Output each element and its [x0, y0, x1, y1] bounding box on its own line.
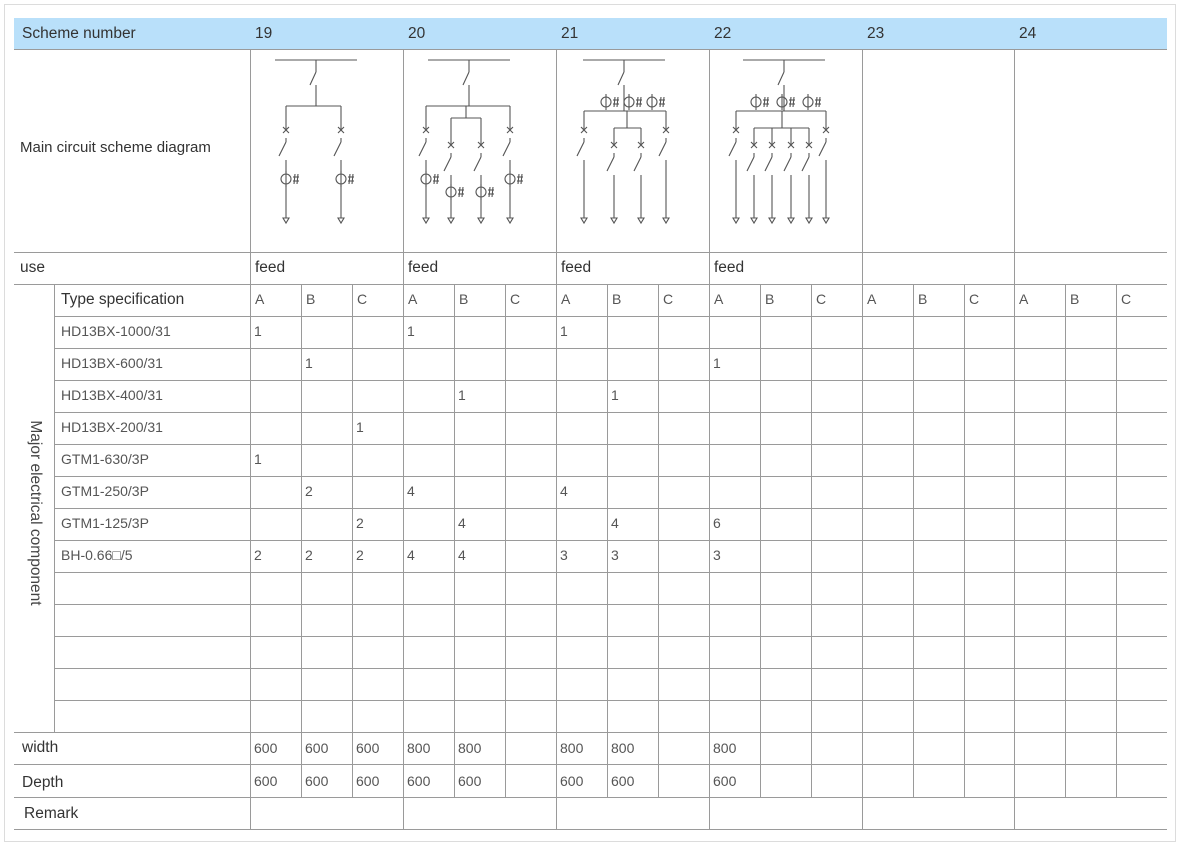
scheme-number: 23 [867, 25, 885, 42]
diagram-scheme-21 [577, 60, 669, 223]
sub-column-header: B [612, 291, 622, 307]
row-rule [14, 252, 1167, 253]
row-rule [54, 348, 1167, 349]
component-value: 1 [458, 387, 466, 403]
col-rule [964, 285, 965, 797]
col-rule [607, 285, 608, 797]
component-value: 1 [254, 451, 262, 467]
component-value: 3 [713, 547, 721, 563]
col-rule [1065, 285, 1066, 797]
row-rule [54, 636, 1167, 637]
use-value: feed [408, 259, 439, 276]
sub-column-header: B [306, 291, 316, 307]
row-rule [14, 732, 1167, 733]
component-value: 4 [407, 547, 415, 563]
row-rule [14, 829, 1167, 830]
sub-column-header: B [1070, 291, 1080, 307]
type-spec-label: Type specification [61, 291, 185, 308]
component-value: 4 [560, 483, 568, 499]
width-value: 600 [305, 740, 329, 756]
col-rule [658, 285, 659, 797]
width-value: 800 [713, 740, 737, 756]
scheme-number-label: Scheme number [22, 25, 136, 42]
component-value: 2 [305, 483, 313, 499]
col-rule [709, 49, 710, 830]
col-rule [811, 285, 812, 797]
sub-column-header: A [1019, 291, 1029, 307]
component-name: HD13BX-600/31 [61, 355, 163, 371]
row-rule [54, 572, 1167, 573]
use-value: feed [255, 259, 286, 276]
component-name: HD13BX-200/31 [61, 419, 163, 435]
row-rule [54, 700, 1167, 701]
col-rule [505, 285, 506, 797]
component-value: 1 [560, 323, 568, 339]
sub-column-header: C [816, 291, 827, 307]
sub-column-header: C [357, 291, 368, 307]
width-value: 800 [458, 740, 482, 756]
row-rule [14, 284, 1167, 285]
sub-column-header: B [459, 291, 469, 307]
col-rule [913, 285, 914, 797]
col-rule [352, 285, 353, 797]
sub-column-header: B [918, 291, 928, 307]
width-label: width [22, 739, 59, 756]
scheme-number: 22 [714, 25, 732, 42]
row-rule [54, 668, 1167, 669]
component-value: 4 [458, 515, 466, 531]
component-value: 6 [713, 515, 721, 531]
col-rule [54, 285, 55, 732]
diagram-scheme-22 [729, 60, 829, 223]
component-name: GTM1-630/3P [61, 451, 149, 467]
use-value: feed [714, 259, 745, 276]
scheme-table [14, 18, 1167, 830]
component-value: 1 [305, 355, 313, 371]
width-value: 800 [407, 740, 431, 756]
row-rule [14, 797, 1167, 798]
row-rule [54, 540, 1167, 541]
component-value: 2 [356, 547, 364, 563]
col-rule [1116, 285, 1117, 797]
component-value: 3 [560, 547, 568, 563]
sub-column-header: A [255, 291, 265, 307]
depth-value: 600 [560, 773, 584, 789]
remark-label: Remark [24, 805, 79, 822]
col-rule [250, 49, 251, 830]
col-rule [403, 49, 404, 830]
sub-column-header: A [714, 291, 724, 307]
component-name: GTM1-125/3P [61, 515, 149, 531]
depth-value: 600 [305, 773, 329, 789]
component-value: 2 [356, 515, 364, 531]
component-name: HD13BX-400/31 [61, 387, 163, 403]
col-rule [301, 285, 302, 797]
row-rule [54, 412, 1167, 413]
component-name: BH-0.66□/5 [61, 547, 133, 563]
scheme-number: 20 [408, 25, 426, 42]
width-value: 800 [611, 740, 635, 756]
col-rule [454, 285, 455, 797]
sub-column-header: A [561, 291, 571, 307]
use-label: use [20, 259, 45, 276]
col-rule [862, 49, 863, 830]
component-value: 1 [611, 387, 619, 403]
depth-value: 600 [254, 773, 278, 789]
diagram-label: Main circuit scheme diagram [20, 139, 211, 156]
use-value: feed [561, 259, 592, 276]
col-rule [1014, 49, 1015, 830]
width-value: 600 [356, 740, 380, 756]
component-name: GTM1-250/3P [61, 483, 149, 499]
component-value: 3 [611, 547, 619, 563]
sub-column-header: A [408, 291, 418, 307]
component-value: 1 [713, 355, 721, 371]
component-value: 4 [407, 483, 415, 499]
component-value: 1 [356, 419, 364, 435]
depth-value: 600 [356, 773, 380, 789]
sub-column-header: C [1121, 291, 1132, 307]
row-rule [54, 380, 1167, 381]
sub-column-header: C [663, 291, 674, 307]
col-rule [556, 49, 557, 830]
col-rule [760, 285, 761, 797]
sub-column-header: A [867, 291, 877, 307]
component-value: 4 [611, 515, 619, 531]
row-rule [54, 604, 1167, 605]
component-value: 2 [254, 547, 262, 563]
major-component-label: Major electrical component [27, 419, 44, 606]
sub-column-header: B [765, 291, 775, 307]
depth-value: 600 [611, 773, 635, 789]
diagram-scheme-20 [419, 60, 523, 223]
depth-label: Depth [22, 774, 64, 791]
width-value: 600 [254, 740, 278, 756]
diagram-scheme-19 [275, 60, 357, 223]
depth-value: 600 [713, 773, 737, 789]
row-rule [54, 476, 1167, 477]
component-name: HD13BX-1000/31 [61, 323, 171, 339]
component-value: 4 [458, 547, 466, 563]
component-value: 1 [254, 323, 262, 339]
scheme-number: 24 [1019, 25, 1037, 42]
row-rule [54, 444, 1167, 445]
depth-value: 600 [458, 773, 482, 789]
scheme-number: 21 [561, 25, 579, 42]
row-rule [54, 316, 1167, 317]
width-value: 800 [560, 740, 584, 756]
row-rule [14, 49, 1167, 50]
sub-column-header: C [969, 291, 980, 307]
scheme-number: 19 [255, 25, 273, 42]
row-rule [54, 508, 1167, 509]
component-value: 2 [305, 547, 313, 563]
circuit-diagrams [14, 18, 1167, 830]
sub-column-header: C [510, 291, 521, 307]
depth-value: 600 [407, 773, 431, 789]
component-value: 1 [407, 323, 415, 339]
row-rule [14, 764, 1167, 765]
